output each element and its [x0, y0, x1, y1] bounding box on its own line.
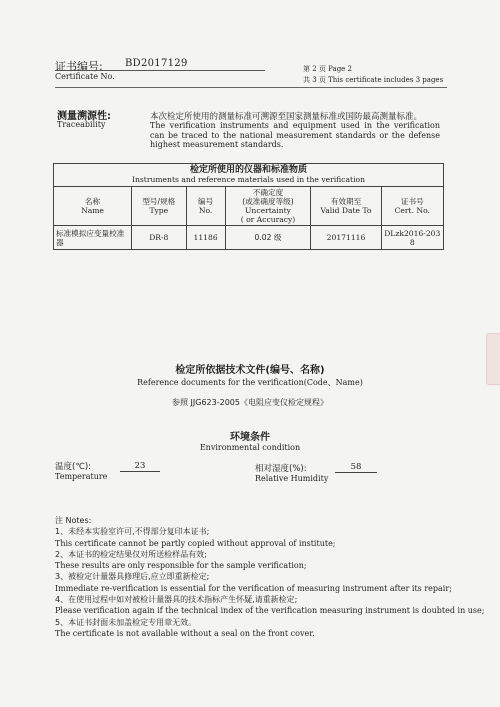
- traceability-label: 测量溯源性:: [57, 111, 111, 122]
- page-total: 共 3 页 This certificate includes 3 pages: [303, 76, 444, 84]
- traceability-text-zh: 本次检定所使用的测量标准可溯源至国家测量标准或国防最高测量标准。: [150, 112, 423, 122]
- col-header-valid-date: 有效期至 Valid Date To: [311, 187, 381, 226]
- note-line: 4、在使用过程中如对被检计量器具的技术指标产生怀疑,请重新检定;: [55, 595, 298, 605]
- notes-section: [55, 515, 484, 639]
- cell-name: 标准模拟应变量校准器: [54, 226, 132, 250]
- page-indicator: 第 2 页 Page 2: [303, 65, 352, 73]
- traceability-text-en: The verification instruments and equipment used in the verification can be traced to the national measurement standards or the defense highest measurement standards.: [150, 121, 440, 149]
- table-caption-row: [54, 164, 444, 187]
- humidity-label-en: Relative Humidity: [255, 474, 329, 483]
- cert-number-underline: [55, 70, 265, 71]
- notes-title: 注 Notes:: [55, 516, 92, 525]
- temperature-label-en: Temperature: [55, 472, 108, 481]
- cell-type: DR-8: [132, 226, 187, 250]
- note-line: These results are only responsible for the sample verification;: [55, 561, 307, 571]
- instruments-caption-en: Instruments and reference materials used in the verification: [132, 175, 365, 184]
- reference-document: 参照 JJG623-2005《电阻应变仪检定规程》: [172, 398, 328, 407]
- note-line: 1、未经本实验室许可,不得部分复印本证书;: [55, 527, 210, 537]
- humidity-value: 58: [335, 462, 377, 473]
- cell-valid-date: 20171116: [311, 226, 381, 250]
- temperature-value: 23: [120, 461, 160, 472]
- note-line: The certificate is not available without a seal on the front cover.: [55, 628, 315, 638]
- traceability-label-en: Traceability: [57, 120, 106, 129]
- col-header-name: 名称 Name: [54, 187, 132, 226]
- col-header-no: 编号 No.: [186, 187, 225, 226]
- instruments-caption-zh: 检定所使用的仪器和标准物质: [189, 165, 307, 175]
- table-header-row: [54, 187, 444, 226]
- environment-title-en: Environmental condition: [199, 443, 301, 452]
- note-line: Immediate re-verification is essential for the verification of measuring instrument after its repair;: [55, 583, 452, 593]
- reference-title-en: Reference documents for the verification(Code、Name): [137, 378, 363, 387]
- note-line: Please verification again if the technical index of the verification measuring instrument is doubted in use;: [55, 606, 485, 616]
- environment-title-zh: 环境条件: [230, 432, 270, 443]
- note-line: This certificate cannot be partly copied without approval of institute;: [55, 538, 336, 548]
- header-divider: [55, 87, 447, 88]
- note-line: 3、被检定计量器具修理后,应立即重新检定;: [55, 572, 210, 582]
- temperature-label: 温度(℃):: [55, 462, 92, 472]
- table-row: [54, 226, 444, 250]
- instruments-table: [53, 163, 444, 250]
- note-line: 5、本证书封面未加盖检定专用章无效。: [55, 617, 197, 627]
- note-line: 2、本证书的检定结果仅对所送检样品有效;: [55, 549, 207, 559]
- cell-no: 11186: [186, 226, 225, 250]
- col-header-uncertainty: 不确定度 (或准确度等级) Uncertainty ( or Accuracy): [225, 187, 311, 226]
- reference-title-zh: 检定所依据技术文件(编号、名称): [175, 365, 325, 376]
- cert-number-label-en: Certificate No.: [55, 72, 115, 81]
- col-header-cert-no: 证书号 Cert. No.: [381, 187, 443, 226]
- cert-number-label: 证书编号:: [55, 60, 103, 73]
- cert-number-value: BD2017129: [125, 58, 188, 69]
- col-header-type: 型号/规格 Type: [132, 187, 187, 226]
- cell-cert-no: DLzk2016-2038: [381, 226, 443, 250]
- humidity-label: 相对湿度(%):: [255, 464, 307, 474]
- cell-uncertainty: 0.02 级: [225, 226, 311, 250]
- seal-stamp-edge: [486, 333, 500, 385]
